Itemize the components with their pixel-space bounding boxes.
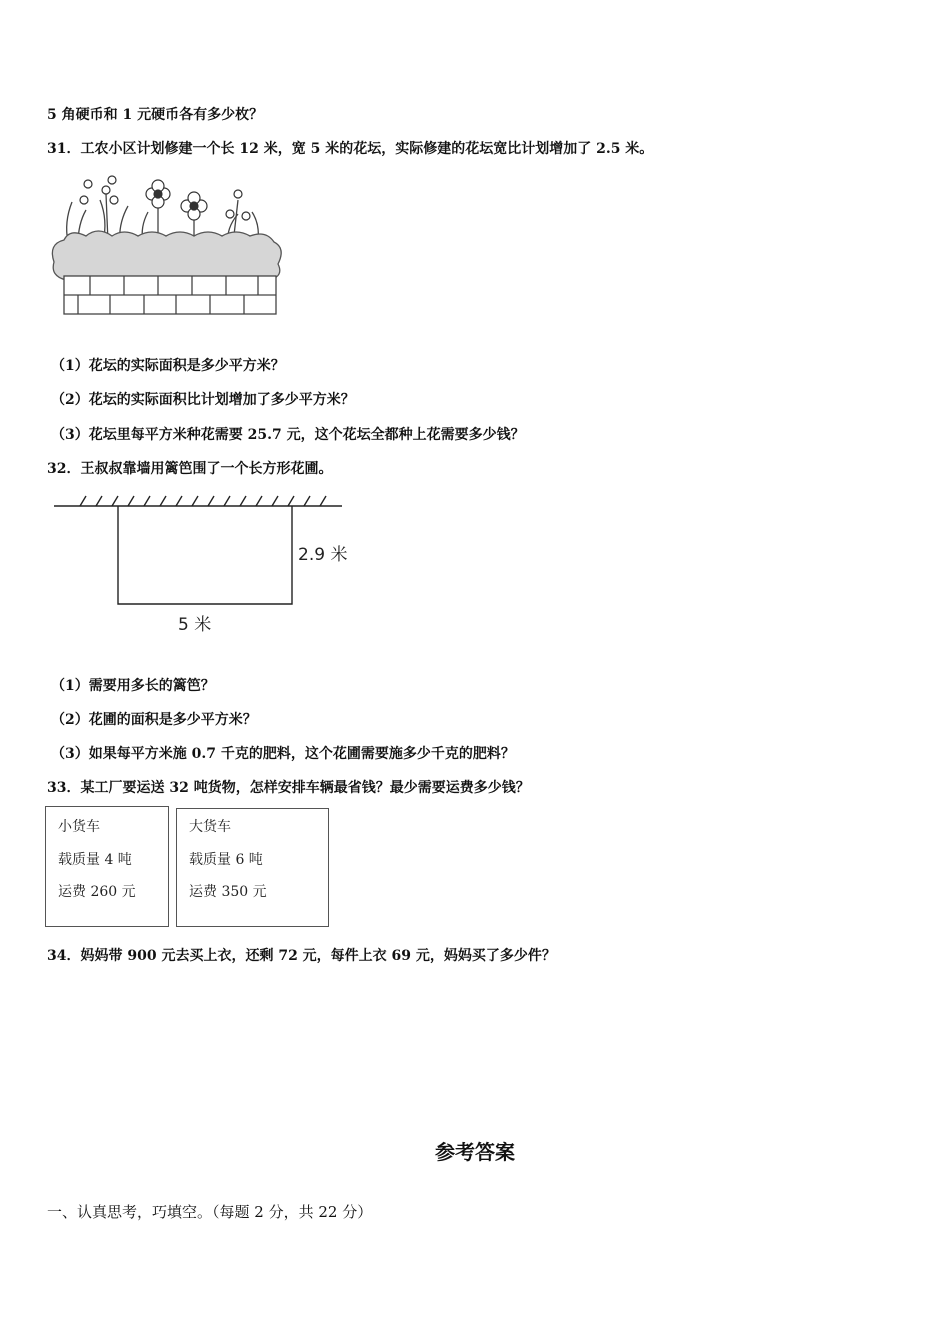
question-32-part-2: （2）花圃的面积是多少平方米？ bbox=[51, 712, 257, 728]
large-truck-capacity: 载质量 6 吨 bbox=[189, 852, 263, 868]
large-truck-card bbox=[176, 808, 329, 927]
answer-title: 参考答案 bbox=[435, 1140, 515, 1164]
large-truck-name: 大货车 bbox=[189, 819, 231, 835]
fence-diagram bbox=[50, 490, 370, 640]
question-33: 33．某工厂要运送 32 吨货物，怎样安排车辆最省钱？最少需要运费多少钱？ bbox=[47, 780, 530, 796]
question-32-part-3: （3）如果每平方米施 0.7 千克的肥料，这个花圃需要施多少千克的肥料？ bbox=[51, 746, 515, 762]
question-31-part-2: （2）花坛的实际面积比计划增加了多少平方米？ bbox=[51, 392, 355, 408]
question-31-part-1: （1）花坛的实际面积是多少平方米？ bbox=[51, 358, 285, 374]
small-truck-fee: 运费 260 元 bbox=[58, 884, 136, 900]
fence-bottom-label: 5 米 bbox=[178, 615, 212, 635]
flower-bed-illustration bbox=[48, 172, 288, 320]
question-34: 34．妈妈带 900 元去买上衣，还剩 72 元，每件上衣 69 元，妈妈买了多少件？ bbox=[47, 948, 556, 964]
answer-section-1: 一、认真思考，巧填空。（每题 2 分，共 22 分） bbox=[47, 1203, 373, 1221]
small-truck-capacity: 载质量 4 吨 bbox=[58, 852, 132, 868]
small-truck-name: 小货车 bbox=[58, 819, 100, 835]
coin-question: 5 角硬币和 1 元硬币各有多少枚？ bbox=[47, 107, 264, 123]
small-truck-card bbox=[45, 806, 169, 927]
question-32-part-1: （1）需要用多长的篱笆？ bbox=[51, 678, 215, 694]
question-31-part-3: （3）花坛里每平方米种花需要 25.7 元，这个花坛全都种上花需要多少钱？ bbox=[51, 427, 525, 443]
large-truck-fee: 运费 350 元 bbox=[189, 884, 267, 900]
fence-side-label: 2.9 米 bbox=[298, 545, 348, 565]
question-32: 32．王叔叔靠墙用篱笆围了一个长方形花圃。 bbox=[47, 461, 333, 477]
question-31: 31．工农小区计划修建一个长 12 米，宽 5 米的花坛，实际修建的花坛宽比计划增加了 2.5 米。 bbox=[47, 141, 654, 157]
